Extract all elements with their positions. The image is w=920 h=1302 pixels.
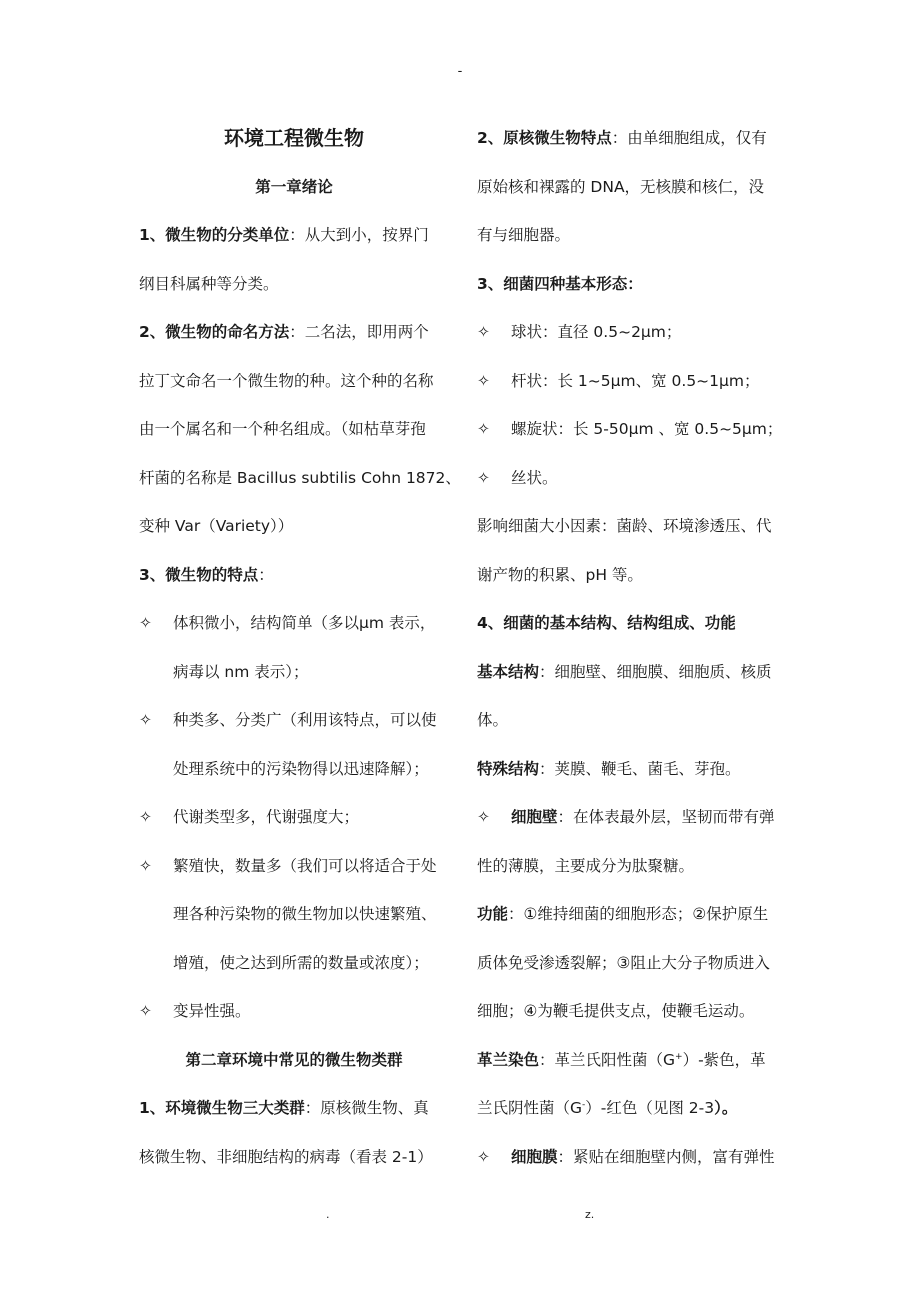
bullet-continuation: 理各种污染物的微生物加以快速繁殖、 [173,905,437,923]
bullet-item [139,599,449,648]
bullet-continuation: 病毒以 nm 表示）； [173,662,309,681]
bullet-item [477,793,787,842]
bullet-item [477,405,787,454]
diamond-bullet-icon: ✧ [477,468,490,487]
shapes-heading: 3、细菌四种基本形态： [477,274,643,293]
diamond-bullet-icon: ✧ [139,1002,152,1020]
cell-membrane-label: 细胞膜 [511,1147,558,1166]
bullet-item [477,1133,787,1182]
naming-text: ：二名法，即用两个 [289,323,429,341]
basic-structure-text: ：细胞壁、细胞膜、细胞质、核质 [539,662,772,681]
special-structure-label: 特殊结构 [477,759,540,778]
paragraph-line: 变种 Var（Variety）） [139,517,294,535]
paragraph-line: 原始核和裸露的 DNA，无核膜和核仁，没 [477,177,765,196]
paragraph-line: 由一个属名和一个种名组成。（如枯草芽孢 [139,420,426,438]
diamond-bullet-icon: ✧ [477,420,490,438]
footer-right-mark: z. [585,1208,595,1221]
diamond-bullet-icon: ✧ [139,614,152,632]
paragraph-gram-stain [477,1036,787,1085]
paragraph-line: 谢产物的积累、pH 等。 [477,565,643,584]
bullet-item [477,454,787,503]
gram-text: 兰氏阴性菌（G [477,1099,583,1117]
diamond-bullet-icon: ✧ [139,711,152,729]
classification-text: ：从大到小，按界门 [289,226,429,244]
paragraph-groups [139,1084,449,1133]
paragraph-line [477,1084,787,1133]
features-colon: ： [258,565,274,584]
bullet-text: 种类多、分类广（利用该特点，可以使 [173,711,437,729]
groups-text: ：原核微生物、真 [304,1099,429,1117]
bullet-text: 繁殖快，数量多（我们可以将适合于处 [173,856,437,875]
bullet-continuation: 增殖，使之达到所需的数量或浓度）； [173,953,429,972]
gram-text: ：革兰氏阳性菌（G [539,1050,676,1069]
bullet-text: 体积微小，结构简单（多以μm 表示， [173,614,436,632]
diamond-bullet-icon: ✧ [477,323,490,341]
bullet-item [477,357,787,406]
classification-heading: 1、微生物的分类单位 [139,226,290,244]
paragraph-naming [139,308,449,357]
function-text: ：①维持细菌的细胞形态；②保护原生 [508,905,769,923]
bullet-text: 代谢类型多，代谢强度大； [173,808,360,826]
bullet-continuation: 处理系统中的污染物得以迅速降解）； [173,759,429,778]
paragraph-features [139,551,449,600]
diamond-bullet-icon: ✧ [139,856,152,875]
paragraph-line: 杆菌的名称是 Bacillus subtilis Cohn 1872、 [139,468,461,487]
bullet-item [139,696,449,745]
chapter-1-heading: 第一章绪论 [255,177,333,196]
groups-heading: 1、环境微生物三大类群 [139,1099,305,1117]
cell-wall-text: ：在体表最外层，坚韧而带有弹 [557,808,775,826]
features-heading: 3、微生物的特点 [139,565,259,584]
gram-text-end: ）。 [714,1099,738,1117]
paragraph-line: 纲目科属种等分类。 [139,274,279,293]
bullet-item [139,987,449,1036]
paragraph-line: 性的薄膜，主要成分为肽聚糖。 [477,856,695,875]
gram-text: ）-红色（见图 2-3 [585,1099,715,1117]
structure-heading: 4、细菌的基本结构、结构组成、功能 [477,614,736,632]
diamond-bullet-icon: ✧ [477,1147,490,1166]
bullet-text: 丝状。 [511,468,558,487]
cell-wall-label: 细胞壁 [511,808,558,826]
paragraph-special-structure [477,745,787,794]
chapter-2-heading: 第二章环境中常见的微生物类群 [185,1050,403,1069]
bullet-item [139,793,449,842]
diamond-bullet-icon: ✧ [477,808,490,826]
diamond-bullet-icon: ✧ [139,808,152,826]
prokaryote-heading: 2、原核微生物特点 [477,129,612,147]
gram-stain-label: 革兰染色 [477,1050,540,1069]
gram-negative-sup: - [582,1099,586,1110]
document-title: 环境工程微生物 [224,126,364,150]
paragraph-line: 质体免受渗透裂解；③阻止大分子物质进入 [477,953,770,972]
paragraph-line: 拉丁文命名一个微生物的种。这个种的名称 [139,371,434,390]
paragraph-line: 影响细菌大小因素：菌龄、环境渗透压、代 [477,517,772,535]
paragraph-line: 体。 [477,711,509,729]
paragraph-line: 有与细胞器。 [477,226,571,244]
bullet-item [477,308,787,357]
basic-structure-label: 基本结构 [477,662,540,681]
gram-positive-sup: + [675,1051,683,1062]
prokaryote-text: ：由单细胞组成，仅有 [611,129,767,147]
paragraph-line: 细胞；④为鞭毛提供支点，使鞭毛运动。 [477,1002,755,1020]
naming-heading: 2、微生物的命名方法 [139,323,290,341]
header-mark: - [457,64,463,79]
bullet-text: 螺旋状：长 5-50μm 、宽 0.5~5μm； [511,420,783,438]
paragraph-prokaryote [477,114,787,163]
bullet-text: 球状：直径 0.5~2μm； [511,323,682,341]
diamond-bullet-icon: ✧ [477,371,490,390]
paragraph-classification [139,211,449,260]
gram-text: ）-紫色，革 [682,1050,766,1069]
right-column [477,114,787,1181]
paragraph-function [477,890,787,939]
paragraph-basic-structure [477,648,787,697]
special-structure-text: ：荚膜、鞭毛、菌毛、芽孢。 [539,759,741,778]
bullet-text: 杆状：长 1~5μm、宽 0.5~1μm； [511,371,760,390]
bullet-item [139,842,449,891]
cell-membrane-text: ：紧贴在细胞壁内侧，富有弹性 [557,1147,775,1166]
bullet-text: 变异性强。 [173,1002,251,1020]
function-label: 功能 [477,905,509,923]
paragraph-line: 核微生物、非细胞结构的病毒（看表 2-1） [139,1147,433,1166]
left-column [139,114,461,1181]
footer-left-mark: . [326,1208,330,1221]
